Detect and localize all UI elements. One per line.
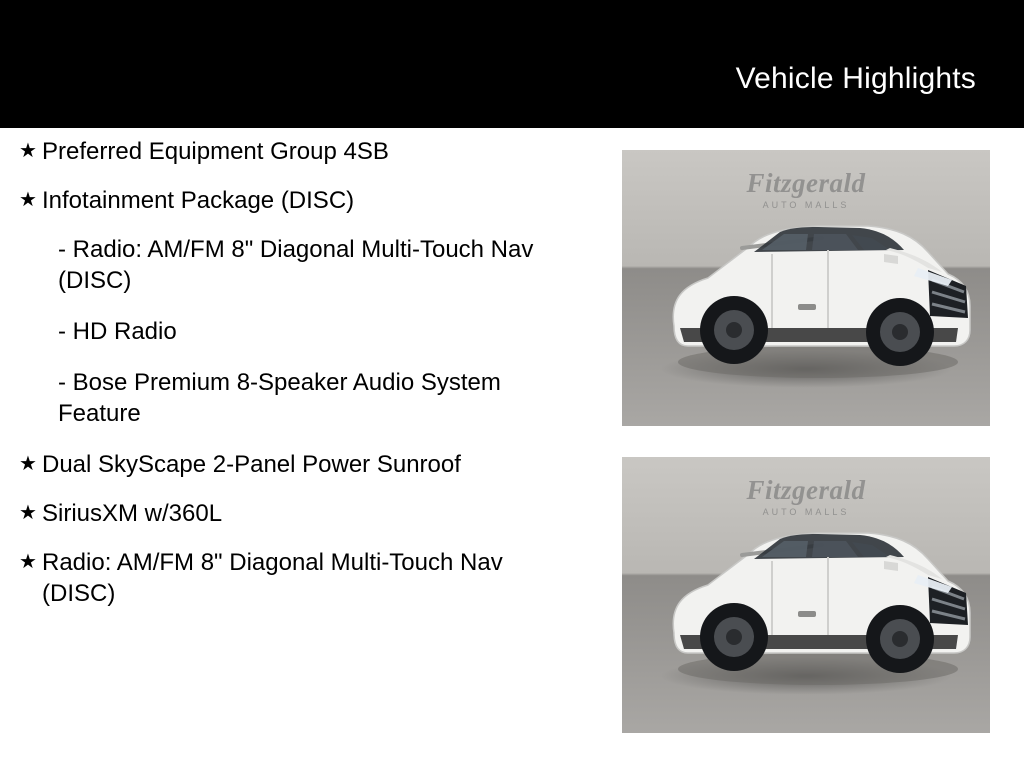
list-item xyxy=(0,185,600,216)
vehicle-highlights-list xyxy=(0,136,600,627)
watermark-subtitle: AUTO MALLS xyxy=(762,507,850,517)
list-item xyxy=(0,498,600,529)
vehicle-photo xyxy=(622,457,990,733)
list-item xyxy=(0,367,600,429)
star-bullet-icon: ★ xyxy=(19,551,37,573)
list-item-label: Radio: AM/FM 8" Diagonal Multi-Touch Nav (DISC) xyxy=(42,549,503,607)
list-item xyxy=(0,136,600,167)
page-title: Vehicle Highlights xyxy=(735,61,976,95)
list-item xyxy=(0,316,600,347)
list-item-label: SiriusXM w/360L xyxy=(42,500,223,527)
watermark-brand: Fitzgerald xyxy=(746,475,866,505)
list-item xyxy=(0,449,600,480)
star-bullet-icon: ★ xyxy=(19,453,37,475)
star-bullet-icon: ★ xyxy=(19,189,37,211)
list-item-label: Dual SkyScape 2-Panel Power Sunroof xyxy=(42,451,461,478)
suv-illustration xyxy=(622,150,990,426)
list-item-label: Preferred Equipment Group 4SB xyxy=(42,138,389,165)
vehicle-photo-gallery xyxy=(622,150,992,764)
suv-illustration xyxy=(622,457,990,733)
list-item-label: - Bose Premium 8-Speaker Audio System Feature xyxy=(58,369,501,427)
list-item-label: Infotainment Package (DISC) xyxy=(42,187,355,214)
vehicle-photo xyxy=(622,150,990,426)
list-item-label: - Radio: AM/FM 8" Diagonal Multi-Touch Nav (DISC) xyxy=(58,236,534,294)
list-item xyxy=(0,547,600,609)
watermark-brand: Fitzgerald xyxy=(746,168,866,198)
slide-body xyxy=(0,128,1024,768)
list-item xyxy=(0,234,600,296)
star-bullet-icon: ★ xyxy=(19,502,37,524)
list-item-label: - HD Radio xyxy=(58,318,177,345)
watermark-subtitle: AUTO MALLS xyxy=(762,200,850,210)
header-band xyxy=(0,0,1024,128)
star-bullet-icon: ★ xyxy=(19,140,37,162)
